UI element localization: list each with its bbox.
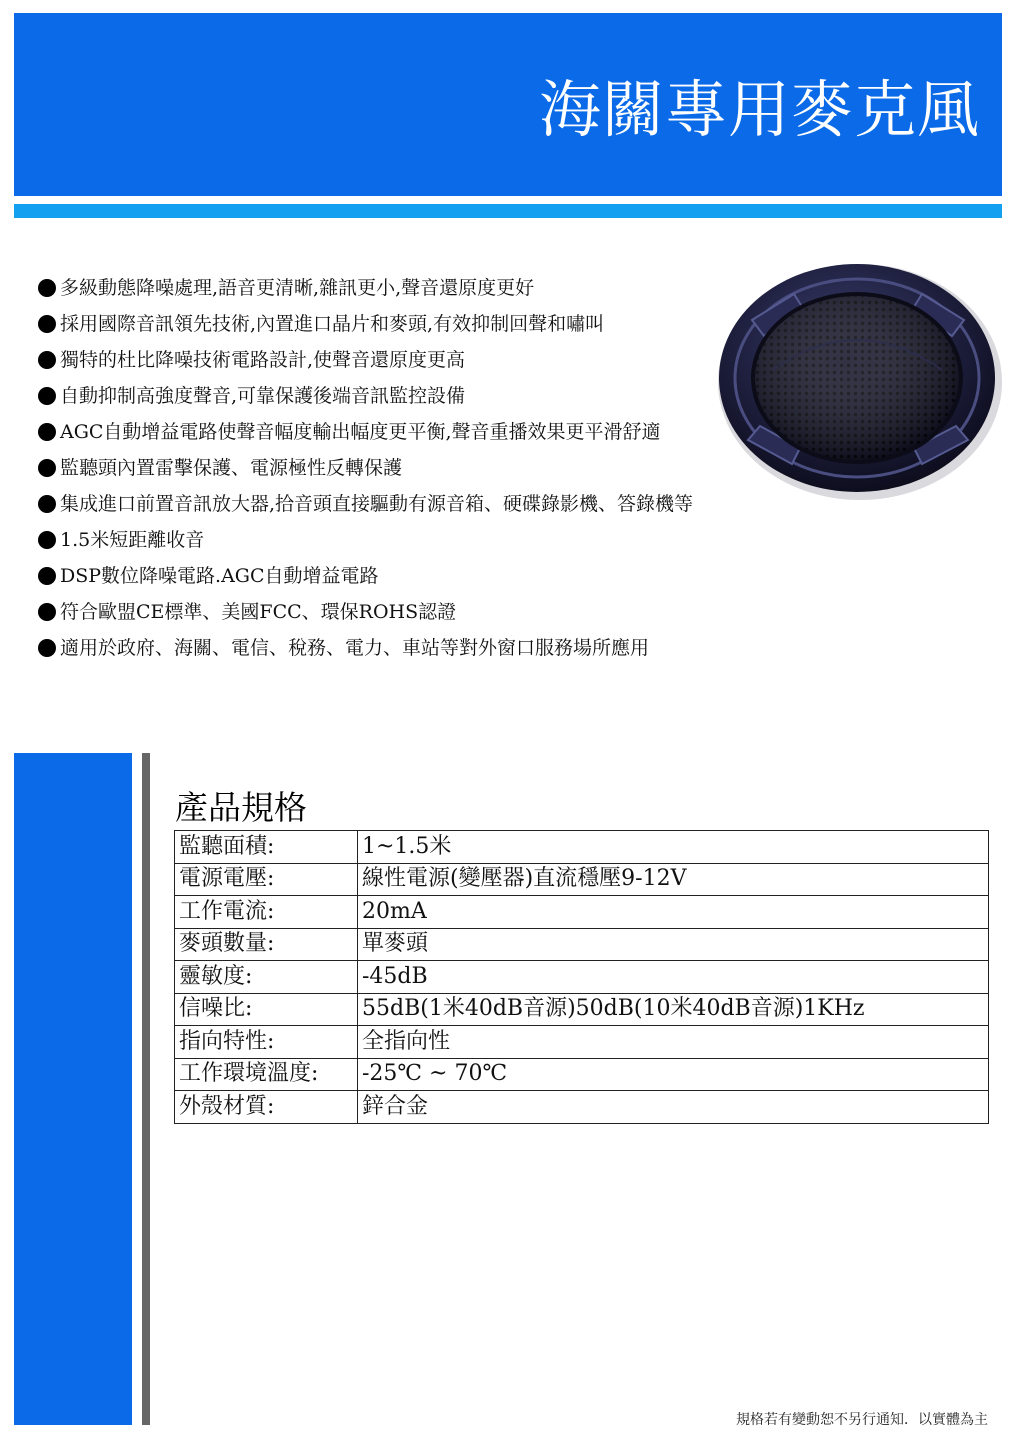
spec-value: 55dB(1米40dB音源)50dB(10米40dB音源)1KHz [358, 993, 989, 1026]
feature-item [38, 270, 778, 306]
feature-item [38, 630, 778, 666]
feature-text: 獨特的杜比降噪技術電路設計,使聲音還原度更高 [60, 349, 466, 371]
spec-value: 單麥頭 [358, 928, 989, 961]
table-row [175, 928, 989, 961]
table-row [175, 896, 989, 929]
feature-text: DSP數位降噪電路.AGC自動增益電路 [60, 565, 379, 587]
feature-item [38, 414, 778, 450]
spec-value: 1~1.5米 [358, 831, 989, 864]
bullet-icon [38, 459, 56, 477]
spec-value: 線性電源(變壓器)直流穩壓9-12V [358, 863, 989, 896]
microphone-product-icon [712, 250, 1002, 505]
table-row [175, 993, 989, 1026]
table-row [175, 863, 989, 896]
spec-title: 產品規格 [175, 788, 307, 827]
feature-item [38, 558, 778, 594]
page-title: 海關專用麥克風 [538, 73, 980, 146]
feature-text: 適用於政府、海關、電信、稅務、電力、車站等對外窗口服務場所應用 [60, 637, 650, 659]
spec-label: 工作電流: [175, 896, 358, 929]
spec-label: 信噪比: [175, 993, 358, 1026]
feature-text: 1.5米短距離收音 [60, 529, 205, 551]
left-divider [142, 753, 150, 1425]
feature-text: AGC自動增益電路使聲音幅度輸出幅度更平衡,聲音重播效果更平滑舒適 [60, 421, 661, 443]
feature-text: 集成進口前置音訊放大器,拾音頭直接驅動有源音箱、硬碟錄影機、答錄機等 [60, 493, 694, 515]
bullet-icon [38, 603, 56, 621]
table-row [175, 1058, 989, 1091]
table-row [175, 961, 989, 994]
spec-label: 指向特性: [175, 1026, 358, 1059]
spec-value: 鋅合金 [358, 1091, 989, 1124]
bullet-icon [38, 531, 56, 549]
feature-item [38, 342, 778, 378]
footnote: 規格若有變動恕不另行通知．以實體為主 [736, 1412, 988, 1428]
feature-text: 採用國際音訊領先技術,內置進口晶片和麥頭,有效抑制回聲和嘯叫 [60, 313, 605, 335]
left-accent-band [14, 753, 132, 1425]
spec-label: 外殼材質: [175, 1091, 358, 1124]
bullet-icon [38, 567, 56, 585]
table-row [175, 1091, 989, 1124]
feature-item [38, 594, 778, 630]
bullet-icon [38, 279, 56, 297]
spec-value: -45dB [358, 961, 989, 994]
table-row [175, 831, 989, 864]
spec-table [174, 830, 989, 1124]
feature-text: 多級動態降噪處理,語音更清晰,雜訊更小,聲音還原度更好 [60, 277, 535, 299]
feature-item [38, 486, 778, 522]
feature-text: 自動抑制高強度聲音,可靠保護後端音訊監控設備 [60, 385, 466, 407]
feature-item [38, 306, 778, 342]
spec-label: 工作環境溫度: [175, 1058, 358, 1091]
feature-item [38, 450, 778, 486]
bullet-icon [38, 315, 56, 333]
bullet-icon [38, 423, 56, 441]
bullet-icon [38, 639, 56, 657]
feature-list [38, 270, 778, 666]
bullet-icon [38, 495, 56, 513]
spec-value: -25℃ ~ 70℃ [358, 1058, 989, 1091]
table-row [175, 1026, 989, 1059]
bullet-icon [38, 351, 56, 369]
feature-text: 監聽頭內置雷擊保護、電源極性反轉保護 [60, 457, 403, 479]
spec-label: 麥頭數量: [175, 928, 358, 961]
feature-text: 符合歐盟CE標準、美國FCC、環保ROHS認證 [60, 601, 457, 623]
bullet-icon [38, 387, 56, 405]
spec-label: 靈敏度: [175, 961, 358, 994]
spec-label: 電源電壓: [175, 863, 358, 896]
header-stripe [14, 204, 1002, 218]
spec-value: 20mA [358, 896, 989, 929]
spec-label: 監聽面積: [175, 831, 358, 864]
feature-item [38, 378, 778, 414]
spec-value: 全指向性 [358, 1026, 989, 1059]
feature-item [38, 522, 778, 558]
